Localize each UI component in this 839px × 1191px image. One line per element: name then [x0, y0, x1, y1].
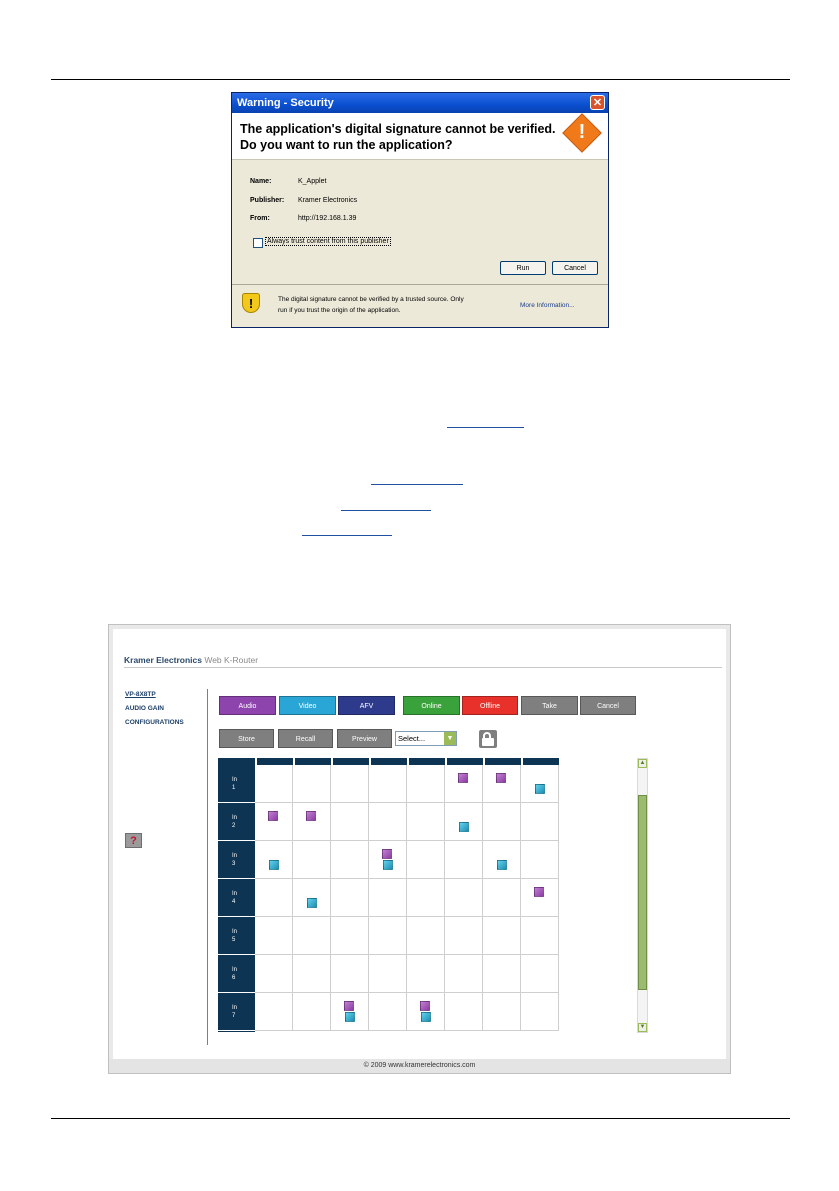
- dialog-header: [232, 113, 608, 160]
- video-route-mark[interactable]: [421, 1012, 431, 1022]
- row-label-number: 4: [232, 899, 236, 905]
- matrix-header-gap: [407, 758, 409, 765]
- matrix-cell[interactable]: [521, 841, 559, 879]
- preset-button-0[interactable]: Store: [219, 729, 274, 748]
- matrix-cell[interactable]: [369, 993, 407, 1031]
- dialog-titlebar: [232, 93, 608, 113]
- routing-matrix: [218, 758, 560, 1032]
- brand-divider: [124, 667, 722, 668]
- row-label-prefix: In: [232, 967, 238, 973]
- matrix-header-gap: [559, 758, 560, 765]
- matrix-row-label: [218, 765, 255, 802]
- video-route-mark[interactable]: [535, 784, 545, 794]
- matrix-cell[interactable]: [293, 803, 331, 841]
- matrix-cell[interactable]: [331, 803, 369, 841]
- matrix-cell[interactable]: [255, 993, 293, 1031]
- matrix-cell[interactable]: [445, 917, 483, 955]
- matrix-header: [218, 758, 560, 765]
- footer-rule: [51, 1118, 790, 1119]
- video-route-mark[interactable]: [345, 1012, 355, 1022]
- copyright: © 2009 www.kramerelectronics.com: [363, 1062, 476, 1069]
- matrix-row-label: [218, 803, 255, 840]
- more-information-link[interactable]: More Information...: [520, 302, 575, 309]
- run-button[interactable]: Run: [500, 261, 546, 275]
- matrix-cell[interactable]: [369, 803, 407, 841]
- matrix-scrollbar[interactable]: [637, 758, 648, 1033]
- row-label-number: 5: [232, 937, 236, 943]
- matrix-cell[interactable]: [255, 803, 293, 841]
- row-label-number: 6: [232, 975, 236, 981]
- matrix-cell[interactable]: [293, 841, 331, 879]
- field-name: [250, 178, 326, 185]
- scroll-down-icon[interactable]: ▼: [639, 1024, 646, 1030]
- side-link-configurations[interactable]: CONFIGURATIONS: [125, 719, 184, 726]
- matrix-header-gap: [521, 758, 523, 765]
- dialog-separator: [232, 284, 608, 285]
- preset-button-1[interactable]: Recall: [278, 729, 333, 748]
- cancel-button[interactable]: Cancel: [552, 261, 598, 275]
- matrix-cell[interactable]: [407, 841, 445, 879]
- video-route-mark[interactable]: [269, 860, 279, 870]
- matrix-cell[interactable]: [293, 993, 331, 1031]
- matrix-cell[interactable]: [331, 765, 369, 803]
- security-warning-dialog: [231, 92, 609, 328]
- video-route-mark[interactable]: [383, 860, 393, 870]
- matrix-cell[interactable]: [483, 879, 521, 917]
- row-label-number: 3: [232, 861, 236, 867]
- matrix-row-label: [218, 993, 255, 1030]
- matrix-cell[interactable]: [445, 765, 483, 803]
- matrix-cell[interactable]: [331, 917, 369, 955]
- matrix-cell[interactable]: [521, 955, 559, 993]
- scrollbar-thumb[interactable]: [638, 795, 647, 990]
- matrix-cell[interactable]: [369, 955, 407, 993]
- matrix-cell[interactable]: [483, 955, 521, 993]
- field-from: [250, 215, 356, 222]
- matrix-cell[interactable]: [331, 955, 369, 993]
- matrix-cell[interactable]: [255, 879, 293, 917]
- link-underline[interactable]: [371, 484, 463, 485]
- brand-title: [124, 655, 258, 665]
- preset-select[interactable]: [395, 731, 457, 746]
- web-page: [113, 629, 726, 1059]
- matrix-header-gap: [483, 758, 485, 765]
- row-label-number: 1: [232, 785, 236, 791]
- matrix-cell[interactable]: [407, 765, 445, 803]
- lock-body: [482, 738, 494, 746]
- matrix-cell[interactable]: [369, 765, 407, 803]
- video-route-mark[interactable]: [307, 898, 317, 908]
- mode-button-3[interactable]: Online: [403, 696, 460, 715]
- field-label: Publisher:: [250, 197, 285, 204]
- matrix-row-label: [218, 917, 255, 954]
- row-label-prefix: In: [232, 891, 238, 897]
- field-label: Name:: [250, 178, 272, 185]
- header-rule: [51, 79, 790, 80]
- matrix-cell[interactable]: [483, 765, 521, 803]
- web-k-router-window: [108, 624, 731, 1074]
- audio-route-mark[interactable]: [268, 811, 278, 821]
- mode-button-0[interactable]: Audio: [219, 696, 276, 715]
- link-underline[interactable]: [341, 510, 431, 511]
- field-value: Kramer Electronics: [298, 197, 358, 204]
- audio-route-mark[interactable]: [496, 773, 506, 783]
- audio-route-mark[interactable]: [420, 1001, 430, 1011]
- matrix-cell[interactable]: [483, 993, 521, 1031]
- field-label: From:: [250, 215, 270, 222]
- brand-name: Kramer Electronics: [124, 655, 202, 665]
- audio-route-mark[interactable]: [458, 773, 468, 783]
- matrix-cell[interactable]: [293, 917, 331, 955]
- video-route-mark[interactable]: [459, 822, 469, 832]
- side-link-audio-gain[interactable]: AUDIO GAIN: [125, 705, 164, 712]
- dialog-footer-line2: run if you trust the origin of the application.: [278, 307, 401, 314]
- audio-route-mark[interactable]: [344, 1001, 354, 1011]
- link-underline[interactable]: [302, 535, 392, 536]
- matrix-header-gap: [293, 758, 295, 765]
- matrix-cell[interactable]: [369, 917, 407, 955]
- matrix-cell[interactable]: [255, 917, 293, 955]
- matrix-cell[interactable]: [445, 879, 483, 917]
- brand-subtitle: Web K-Router: [204, 655, 259, 665]
- lock-icon[interactable]: [479, 730, 497, 748]
- matrix-cell[interactable]: [483, 917, 521, 955]
- link-underline[interactable]: [447, 427, 524, 428]
- matrix-cell[interactable]: [407, 803, 445, 841]
- matrix-cell[interactable]: [483, 803, 521, 841]
- row-label-number: 2: [232, 823, 236, 829]
- preset-button-2[interactable]: Preview: [337, 729, 392, 748]
- matrix-cell[interactable]: [255, 765, 293, 803]
- mode-button-2[interactable]: AFV: [338, 696, 395, 715]
- row-label-number: 7: [232, 1013, 236, 1019]
- mode-button-5[interactable]: Take: [521, 696, 578, 715]
- scroll-up-icon[interactable]: ▲: [639, 760, 646, 766]
- matrix-cell[interactable]: [331, 841, 369, 879]
- matrix-header-gap: [331, 758, 333, 765]
- row-label-prefix: In: [232, 853, 238, 859]
- matrix-cell[interactable]: [369, 879, 407, 917]
- matrix-header-gap: [255, 758, 257, 765]
- mode-button-4[interactable]: Offline: [462, 696, 518, 715]
- row-label-prefix: In: [232, 1005, 238, 1011]
- chevron-down-icon: ▼: [444, 732, 456, 745]
- mode-button-6[interactable]: Cancel: [580, 696, 636, 715]
- matrix-row-label: [218, 879, 255, 916]
- matrix-cell[interactable]: [521, 917, 559, 955]
- sidebar-divider: [207, 689, 208, 1045]
- matrix-cell[interactable]: [521, 803, 559, 841]
- matrix-cell[interactable]: [445, 955, 483, 993]
- dialog-footer-line1: The digital signature cannot be verified by a trusted source. Only: [278, 296, 464, 303]
- row-label-prefix: In: [232, 929, 238, 935]
- matrix-header-gap: [445, 758, 447, 765]
- dialog-question-line1: The application's digital signature cannot be verified.: [240, 122, 556, 136]
- field-publisher: [250, 197, 357, 204]
- matrix-cell[interactable]: [445, 841, 483, 879]
- audio-route-mark[interactable]: [382, 849, 392, 859]
- matrix-cell[interactable]: [293, 765, 331, 803]
- help-icon[interactable]: ?: [125, 833, 142, 848]
- dialog-title: Warning - Security: [237, 97, 334, 109]
- matrix-cell[interactable]: [521, 993, 559, 1031]
- trust-checkbox-label[interactable]: Always trust content from this publisher: [267, 238, 389, 245]
- audio-route-mark[interactable]: [306, 811, 316, 821]
- matrix-cell[interactable]: [255, 955, 293, 993]
- matrix-row-label: [218, 955, 255, 992]
- matrix-header-gap: [369, 758, 371, 765]
- matrix-cell[interactable]: [407, 879, 445, 917]
- matrix-cell[interactable]: [407, 955, 445, 993]
- matrix-cell[interactable]: [521, 879, 559, 917]
- matrix-cell[interactable]: [293, 955, 331, 993]
- row-label-prefix: In: [232, 777, 238, 783]
- field-value: http://192.168.1.39: [298, 215, 357, 222]
- matrix-row-label: [218, 841, 255, 878]
- warning-icon-mark: !: [578, 121, 586, 143]
- video-route-mark[interactable]: [497, 860, 507, 870]
- matrix-cell[interactable]: [407, 917, 445, 955]
- audio-route-mark[interactable]: [534, 887, 544, 897]
- matrix-cell[interactable]: [331, 879, 369, 917]
- dialog-question-line2: Do you want to run the application?: [240, 138, 453, 152]
- field-value: K_Applet: [298, 178, 327, 185]
- side-link-device[interactable]: VP-8X8TP: [125, 691, 156, 698]
- row-label-prefix: In: [232, 815, 238, 821]
- close-icon[interactable]: ✕: [590, 95, 605, 110]
- mode-button-1[interactable]: Video: [279, 696, 336, 715]
- preset-select-value: Select...: [398, 734, 426, 743]
- matrix-cell[interactable]: [445, 993, 483, 1031]
- trust-checkbox[interactable]: [253, 238, 263, 248]
- shield-warning-icon: !: [242, 293, 260, 313]
- matrix-row-label-partial: [218, 1031, 255, 1032]
